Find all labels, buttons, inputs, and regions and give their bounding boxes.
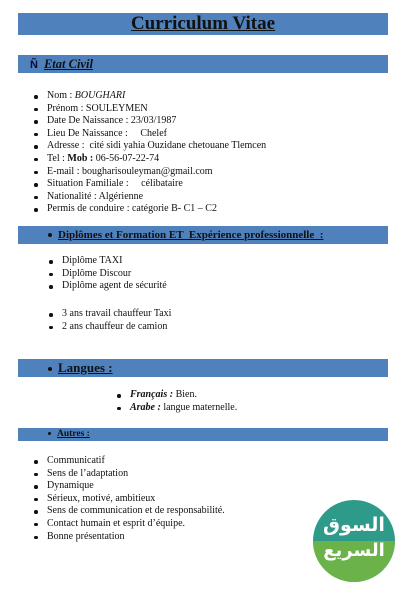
bullet-icon [48,233,52,237]
list-item: Prénom : SOULEYMEN [47,103,266,116]
list-item: Sérieux, motivé, ambitieux [47,493,225,506]
list-item: Diplôme TAXI [62,255,167,268]
list-item: Arabe : langue maternelle. [130,401,238,413]
autres-banner [18,428,388,441]
list-item: 3 ans travail chauffeur Taxi [62,308,172,319]
logo-text-line2: السريع [323,540,385,561]
list-item: Permis de conduire : catégorie B- C1 – C2 [47,203,266,216]
list-item: Situation Familiale : célibataire [47,178,266,191]
list-item: Bonne présentation [47,531,225,544]
list-item: Adresse : cité sidi yahia Ouzidane chetouane Tlemcen [47,140,267,152]
list-item: Tel : Mob : 06-56-07-22-74 [47,153,266,166]
list-item: Communicatif [47,455,225,468]
list-item: Diplôme agent de sécurité [62,280,167,292]
page-title: Curriculum Vitae [130,13,276,34]
langues-list [130,389,237,414]
list-item: Date De Naissance : 23/03/1987 [47,115,266,128]
list-item: Nom : BOUGHARI [47,90,266,103]
list-item: Sens de l’adaptation [47,468,225,481]
etat-civil-banner [18,55,388,73]
list-item: Dynamique [47,480,225,493]
bullet-icon [48,432,51,435]
etat-civil-heading: Etat Civil [43,57,93,71]
watermark-logo [313,500,395,582]
etat-civil-list [47,90,266,216]
autres-heading: Autres : [57,429,90,439]
langues-banner [18,359,388,377]
diplomes-heading: Diplômes et Formation ET Expérience professionnelle : [58,229,324,241]
diplomes-banner [18,226,388,244]
list-item: 2 ans chauffeur de camion [62,321,171,334]
langues-heading: Langues : [58,360,113,375]
logo-text-line1: السوق [323,514,385,536]
list-item: Nationalité : Algérienne [47,191,266,204]
diplomes-list [62,255,167,293]
bullet-icon [48,367,52,371]
list-item: Diplôme Discour [62,268,167,281]
list-item: Contact humain et esprit d’équipe. [47,518,225,531]
title-banner [18,13,388,35]
list-item: Sens de communication et de responsabilité. [47,505,225,517]
experience-list [62,308,171,333]
list-item: E-mail : bougharisouleyman@gmail.com [47,166,266,179]
section-glyph-icon: Ñ [30,59,38,71]
list-item: Lieu De Naissance : Chelef [47,128,266,141]
list-item: Français : Bien. [130,389,237,402]
autres-list [47,455,225,543]
